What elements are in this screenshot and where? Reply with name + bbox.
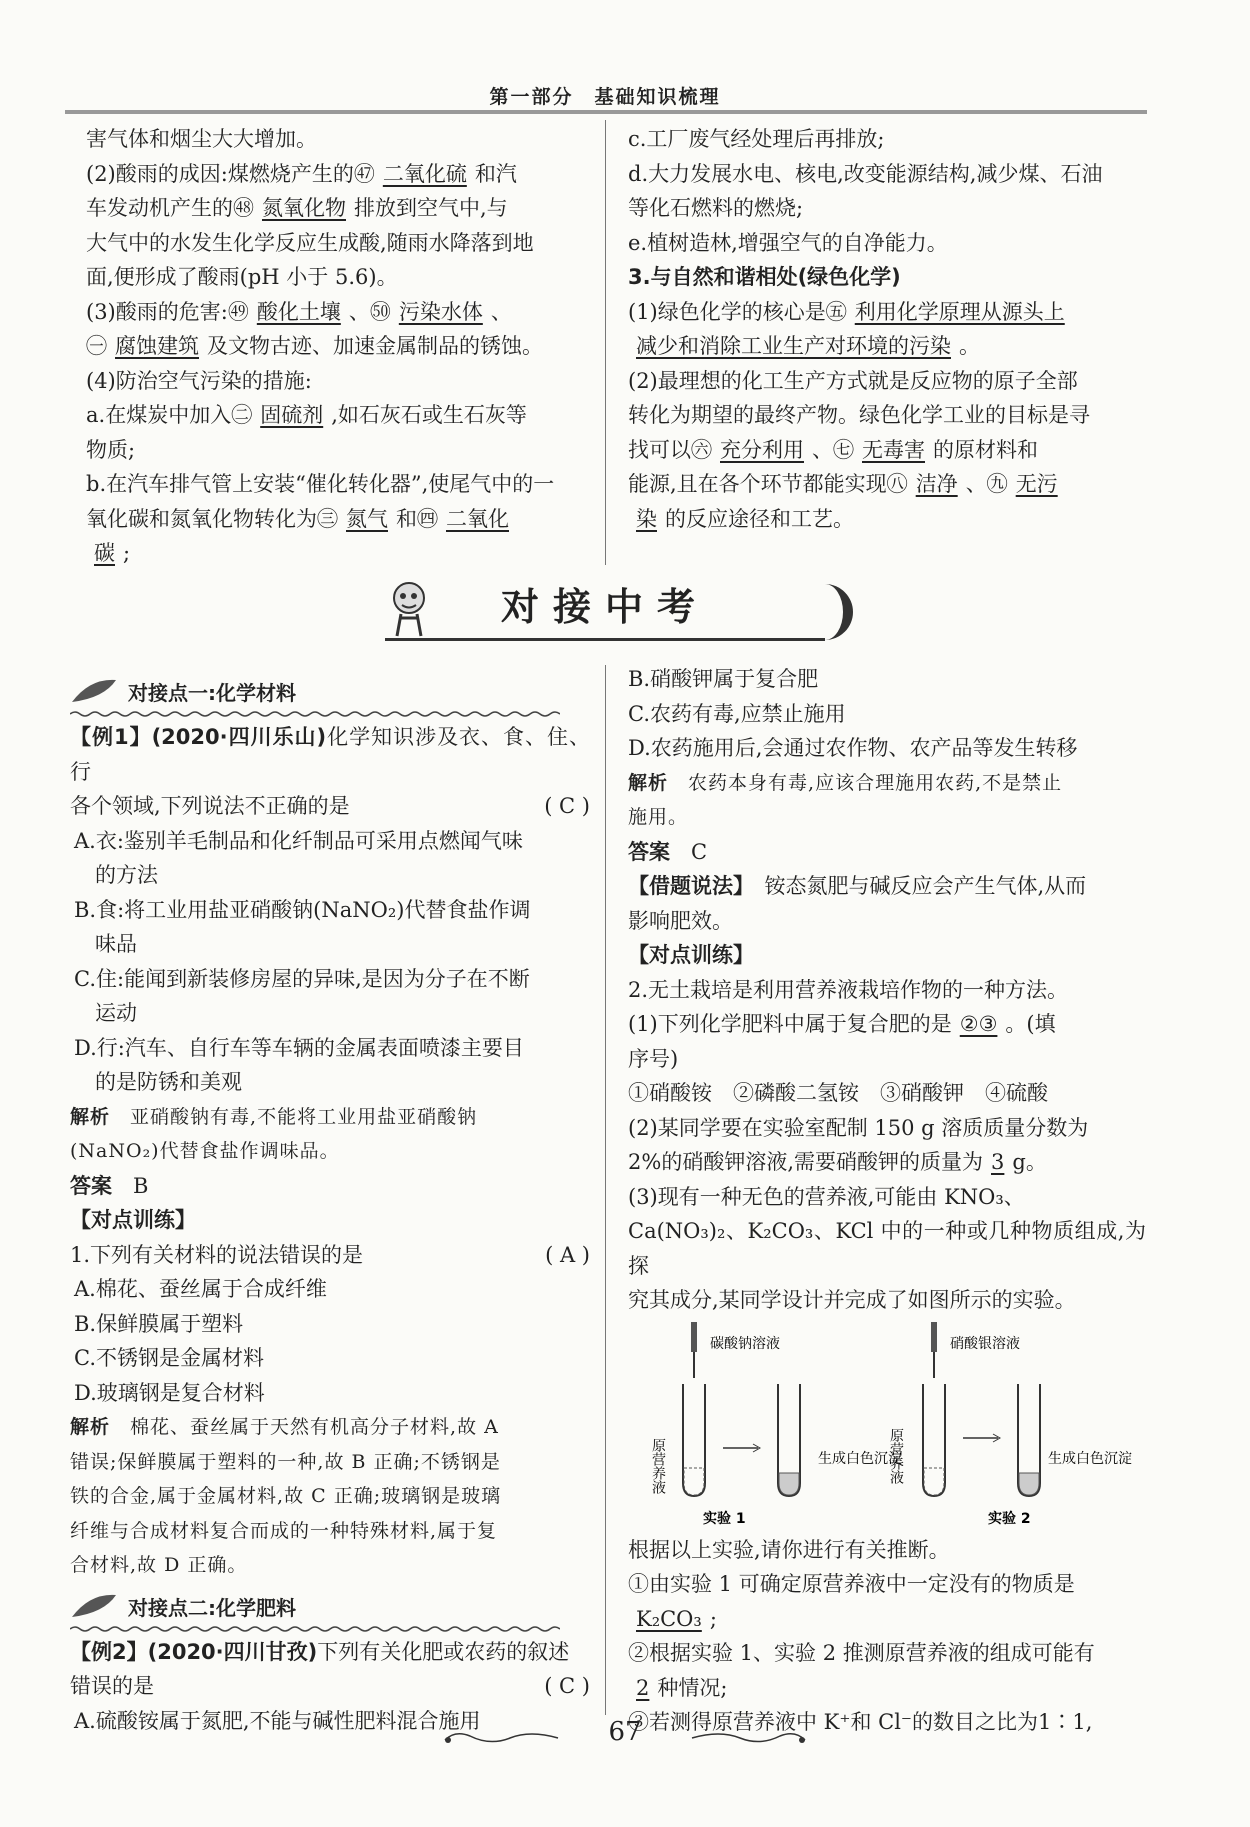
option: D.农药施用后,会通过农作物、农产品等发生转移 <box>628 736 1078 760</box>
analysis-text: 铁的合金,属于金属材料,故 C 正确;玻璃钢是玻璃 <box>70 1485 502 1507</box>
example-1-stem: 化学知识涉及衣、食、住、行 <box>70 725 590 784</box>
q2-3-line3: 究其成分,某同学设计并完成了如图所示的实验。 <box>628 1288 1076 1312</box>
answer-blank: 固硫剂 <box>260 403 324 427</box>
q2-1-text: (1)下列化学肥料中属于复合肥的是 <box>628 1012 952 1036</box>
answer-blank: 碳 <box>94 541 115 565</box>
example-2-source: (2020·四川甘孜) <box>147 1639 318 1664</box>
option: C.住:能闻到新装修房屋的异味,是因为分子在不断 <box>74 966 530 991</box>
analysis-line: 农药本身有毒,应该合理施用农药,不是禁止 <box>688 771 1063 794</box>
text-line <box>86 191 591 226</box>
text-segment: a.在煤炭中加入㊁ <box>86 403 253 427</box>
sub-question-3: ③若测得原营养液中 K⁺和 Cl⁻的数目之比为1∶1, <box>628 1710 1093 1734</box>
example-2-analysis <box>628 766 1146 801</box>
analysis-text: 棉花、蚕丝属于天然有机高分子材料,故 A <box>130 1416 499 1438</box>
header-rule <box>65 110 1147 114</box>
analysis-line: 施用。 <box>628 806 689 828</box>
experiment-1 <box>650 1322 902 1527</box>
q2-1-options: ①硝酸铵 ②磷酸二氢铵 ③硝酸钾 ④硫酸 <box>628 1081 1048 1105</box>
tip <box>628 869 1146 904</box>
text-segment: 物质; <box>86 437 136 462</box>
example-1-source: (2020·四川乐山) <box>151 725 327 749</box>
text-segment: c.工厂废气经处理后再排放; <box>628 127 885 151</box>
analysis-line <box>70 1514 590 1549</box>
answer-blank: 酸化土壤 <box>256 299 341 324</box>
result-label-1: 生成白色沉淀 <box>818 1450 902 1467</box>
experiment-2 <box>888 1322 1132 1527</box>
q2-1-answer: ②③ <box>959 1012 998 1036</box>
subhead-1 <box>70 672 590 720</box>
example-1-analysis <box>70 1100 590 1135</box>
header-title: 第一部分 基础知识梳理 <box>489 86 721 108</box>
leaf-icon <box>70 1591 120 1621</box>
answer-value: B <box>133 1173 149 1198</box>
text-segment: 氧化碳和氮氧化物转化为㊂ <box>86 506 338 531</box>
text-segment: (3)酸雨的危害:㊾ <box>86 299 249 324</box>
analysis-line <box>70 1410 590 1445</box>
text-line <box>628 502 1146 537</box>
option: 的是防锈和美观 <box>74 1070 242 1094</box>
question-1 <box>70 1238 590 1273</box>
text-segment: e.植树造林,增强空气的自净能力。 <box>628 230 948 255</box>
example-1-answer-line <box>70 1169 590 1204</box>
text-segment: 能源,且在各个环节都能实现㊇ <box>628 472 908 496</box>
text-line <box>628 295 1146 330</box>
option: B.保鲜膜属于塑料 <box>74 1311 244 1336</box>
text-line <box>628 260 1146 295</box>
column-divider-top <box>605 120 606 565</box>
example-1-tag: 【例1】 <box>70 725 152 749</box>
tube-2a <box>923 1384 945 1496</box>
experiment-diagram <box>628 1318 1146 1533</box>
text-segment: 的原材料和 <box>933 437 1038 462</box>
option: D.玻璃钢是复合材料 <box>74 1380 265 1405</box>
text-line <box>86 502 591 537</box>
text-line <box>86 295 591 330</box>
answer-blank: 染 <box>636 506 657 531</box>
analysis-tag: 解析 <box>628 771 669 794</box>
answer-blank: 充分利用 <box>720 437 804 462</box>
text-segment: 的反应途径和工艺。 <box>665 506 854 531</box>
answer-blank: 氮氧化物 <box>262 196 346 220</box>
exp2-label: 实验 2 <box>988 1510 1031 1527</box>
left-bottom-column <box>70 672 590 1738</box>
text-segment: 害气体和烟尘大大增加。 <box>86 127 317 151</box>
q2-2-line1: (2)某同学要在实验室配制 150 g 溶质质量分数为 <box>628 1115 1089 1140</box>
subhead-1-text: 对接点一:化学材料 <box>128 681 296 705</box>
example-2-stem: 下列有关化肥或农药的叙述 <box>317 1639 570 1664</box>
exp1-label: 实验 1 <box>703 1510 746 1527</box>
text-segment: 大气中的水发生化学反应生成酸,随雨水降落到地 <box>86 230 534 255</box>
text-line <box>86 260 591 295</box>
analysis-text: 合材料,故 D 正确。 <box>70 1554 248 1576</box>
example-1-question <box>70 720 590 789</box>
text-line <box>628 398 1146 433</box>
tip-text: 铵态氮肥与碱反应会产生气体,从而 <box>764 874 1087 898</box>
text-segment: 和㊃ <box>396 506 438 531</box>
text-segment: (2)最理想的化工生产方式就是反应物的原子全部 <box>628 368 1078 393</box>
question-1-analysis <box>70 1410 590 1583</box>
tube-1a <box>683 1384 705 1496</box>
text-segment: 3.与自然和谐相处(绿色化学) <box>628 265 901 289</box>
dropper-1 <box>691 1322 697 1352</box>
answer-blank: 污染水体 <box>398 299 483 324</box>
footer-ornament-right <box>690 1728 810 1748</box>
answer-blank: 腐蚀建筑 <box>115 334 199 358</box>
q2-1-post2: 序号) <box>628 1046 679 1071</box>
text-line <box>86 433 591 468</box>
footer-ornament-left <box>440 1728 560 1748</box>
example-1-question-line2 <box>70 789 590 824</box>
text-segment: ; <box>123 541 131 565</box>
question-1-answer: ( A ) <box>545 1242 590 1267</box>
answer-blank: 氮气 <box>346 506 388 531</box>
text-line <box>86 398 591 433</box>
text-line <box>628 467 1146 502</box>
text-segment: 、㊈ <box>965 472 1008 496</box>
text-line <box>628 433 1146 468</box>
result-label-2: 生成白色沉淀 <box>1048 1450 1132 1467</box>
text-line <box>86 122 591 157</box>
answer-tag: 答案 <box>628 839 670 864</box>
text-segment: 及文物古迹、加速金属制品的锈蚀。 <box>207 334 543 358</box>
text-segment: 、㊿ <box>348 299 391 324</box>
option: A.衣:鉴别羊毛制品和化纤制品可采用点燃闻气味 <box>74 828 523 853</box>
text-segment: b.在汽车排气管上安装“催化转化器”,使尾气中的一 <box>86 472 555 496</box>
analysis-line <box>70 1445 590 1480</box>
training-tag-2: 【对点训练】 <box>628 943 754 967</box>
right-top-column <box>628 122 1146 536</box>
example-1-stem-2: 各个领域,下列说法不正确的是 <box>70 794 350 818</box>
example-2-option-a: A.硫酸铵属于氮肥,不能与碱性肥料混合施用 <box>74 1708 481 1733</box>
answer-blank: 洁净 <box>915 472 958 496</box>
q2-2-post: g。 <box>1012 1150 1047 1174</box>
text-line <box>86 364 591 399</box>
example-1-analysis-2 <box>70 1134 590 1169</box>
question-2-stem: 2.无土栽培是利用营养液栽培作物的一种方法。 <box>628 977 1069 1002</box>
example-2-answer: ( C ) <box>544 1674 590 1698</box>
text-segment: 。 <box>959 334 980 358</box>
sub-question-2-answer: 2 <box>636 1675 650 1700</box>
question-1-stem: 1.下列有关材料的说法错误的是 <box>70 1242 364 1267</box>
answer-blank: 利用化学原理从源头上 <box>854 299 1065 324</box>
sub-question-2-post: 种情况; <box>657 1675 728 1700</box>
after-figure-text: 根据以上实验,请你进行有关推断。 <box>628 1537 950 1562</box>
orig-label-1: 原营养液 <box>650 1437 666 1494</box>
answer-blank: 二氧化硫 <box>382 161 467 186</box>
text-line <box>628 191 1146 226</box>
example-1-answer: ( C ) <box>544 794 590 818</box>
text-line <box>628 122 1146 157</box>
tip-text-2: 影响肥效。 <box>628 908 733 933</box>
text-segment: 、 <box>490 299 512 324</box>
subhead-2 <box>70 1587 590 1635</box>
text-line <box>628 364 1146 399</box>
text-line <box>86 536 591 571</box>
dropper-2 <box>931 1322 937 1352</box>
option: D.行:汽车、自行车等车辆的金属表面喷漆主要目 <box>74 1035 524 1060</box>
right-bottom-column <box>628 662 1146 1740</box>
question-1-options <box>70 1272 590 1410</box>
text-line <box>86 226 591 261</box>
answer-value: C <box>691 839 708 864</box>
leaf-icon <box>70 676 120 706</box>
analysis-line <box>70 1548 590 1583</box>
text-segment: 排放到空气中,与 <box>354 196 508 220</box>
answer-blank: 二氧化 <box>446 506 509 531</box>
wave-divider <box>70 1625 560 1633</box>
option: B.硝酸钾属于复合肥 <box>628 667 819 691</box>
example-2-tag: 【例2】 <box>70 1639 148 1664</box>
text-segment: 找可以㊅ <box>628 437 712 462</box>
reagent-1-label: 碳酸钠溶液 <box>710 1335 780 1352</box>
text-segment: (2)酸雨的成因:煤燃烧产生的㊼ <box>86 161 375 186</box>
text-segment: 和汽 <box>474 161 517 186</box>
text-segment: ,如石灰石或生石灰等 <box>331 403 527 427</box>
sub-question-2-answer-line <box>628 1671 1146 1706</box>
sub-question-1-answer: K₂CO₃ <box>636 1606 702 1631</box>
q2-3-line2: Ca(NO₃)₂、K₂CO₃、KCl 中的一种或几种物质组成,为探 <box>628 1219 1146 1278</box>
experiment-figure <box>628 1318 1146 1533</box>
training-tag-1: 【对点训练】 <box>70 1208 196 1232</box>
answer-tag: 答案 <box>70 1173 112 1198</box>
reagent-2-label: 硝酸银溶液 <box>950 1335 1020 1352</box>
text-segment: d.大力发展水电、核电,改变能源结构,减少煤、石油 <box>628 161 1103 186</box>
tip-tag: 【借题说法】 <box>628 874 744 898</box>
analysis-text: 纤维与合成材料复合而成的一种特殊材料,属于复 <box>70 1519 498 1542</box>
option: 味品 <box>74 932 137 956</box>
analysis-line: (NaNO₂)代替食盐作调味品。 <box>70 1140 340 1162</box>
option: 的方法 <box>74 863 158 887</box>
text-segment: (1)绿色化学的核心是㊄ <box>628 299 847 324</box>
subhead-2-text: 对接点二:化学肥料 <box>128 1595 296 1620</box>
q2-2-line2 <box>628 1145 1146 1180</box>
sub-question-1-answer-line <box>628 1602 1146 1637</box>
q2-1-post: 。(填 <box>1005 1012 1056 1036</box>
text-segment: 、㊆ <box>812 437 854 462</box>
text-segment: ㊀ <box>86 334 107 358</box>
page-number: 67 <box>608 1717 642 1747</box>
example-2-answer-line <box>628 835 1146 870</box>
option: A.棉花、蚕丝属于合成纤维 <box>74 1277 327 1301</box>
text-segment: 面,便形成了酸雨(pH 小于 5.6)。 <box>86 265 398 289</box>
text-segment: 车发动机产生的㊽ <box>86 196 254 220</box>
q2-2-text: 2%的硝酸钾溶液,需要硝酸钾的质量为 <box>628 1150 983 1174</box>
text-segment: (4)防治空气污染的措施: <box>86 368 312 393</box>
section-title-ornament <box>805 584 853 640</box>
analysis-tag: 解析 <box>70 1105 111 1128</box>
answer-blank: 无毒害 <box>862 437 925 462</box>
text-segment: 等化石燃料的燃烧; <box>628 196 804 220</box>
text-line <box>628 226 1146 261</box>
column-divider-bottom <box>605 665 606 1715</box>
analysis-tag: 解析 <box>70 1416 111 1438</box>
sub-question-1: ①由实验 1 可确定原营养液中一定没有的物质是 <box>628 1572 1075 1596</box>
sub-question-1-post: ; <box>709 1606 717 1631</box>
example-2-question-line2 <box>70 1669 590 1704</box>
example-2-stem-2: 错误的是 <box>70 1674 154 1698</box>
option: 运动 <box>74 1001 137 1025</box>
example-2-question <box>70 1635 590 1670</box>
example-1-options <box>70 824 590 1100</box>
wave-divider <box>70 710 560 718</box>
orig-label-2: 原营养液 <box>888 1427 904 1484</box>
text-line <box>86 157 591 192</box>
analysis-line <box>70 1479 590 1514</box>
section-title <box>385 578 825 641</box>
analysis-line: 亚硝酸钠有毒,不能将工业用盐亚硝酸钠 <box>130 1105 478 1128</box>
text-line <box>628 329 1146 364</box>
option: C.农药有毒,应禁止施用 <box>628 701 846 726</box>
example-2-options <box>628 662 1146 766</box>
option: B.食:将工业用盐亚硝酸钠(NaNO₂)代替食盐作调 <box>74 897 531 922</box>
option: C.不锈钢是金属材料 <box>74 1346 264 1370</box>
text-line <box>86 329 591 364</box>
section-title-text: 对接中考 <box>500 584 709 629</box>
text-segment: 转化为期望的最终产物。绿色化学工业的目标是寻 <box>628 403 1090 427</box>
answer-blank: 减少和消除工业生产对环境的污染 <box>636 334 951 358</box>
text-line <box>86 467 591 502</box>
q2-3-line1: (3)现有一种无色的营养液,可能由 KNO₃、 <box>628 1184 1025 1209</box>
answer-blank: 无污 <box>1015 472 1058 496</box>
text-line <box>628 157 1146 192</box>
q2-2-answer: 3 <box>991 1150 1005 1174</box>
analysis-text: 错误;保鲜膜属于塑料的一种,故 B 正确;不锈钢是 <box>70 1450 501 1473</box>
sub-question-2: ②根据实验 1、实验 2 推测原营养液的组成可能有 <box>628 1641 1095 1665</box>
question-2-part1 <box>628 1007 1146 1042</box>
left-top-column <box>86 122 591 571</box>
